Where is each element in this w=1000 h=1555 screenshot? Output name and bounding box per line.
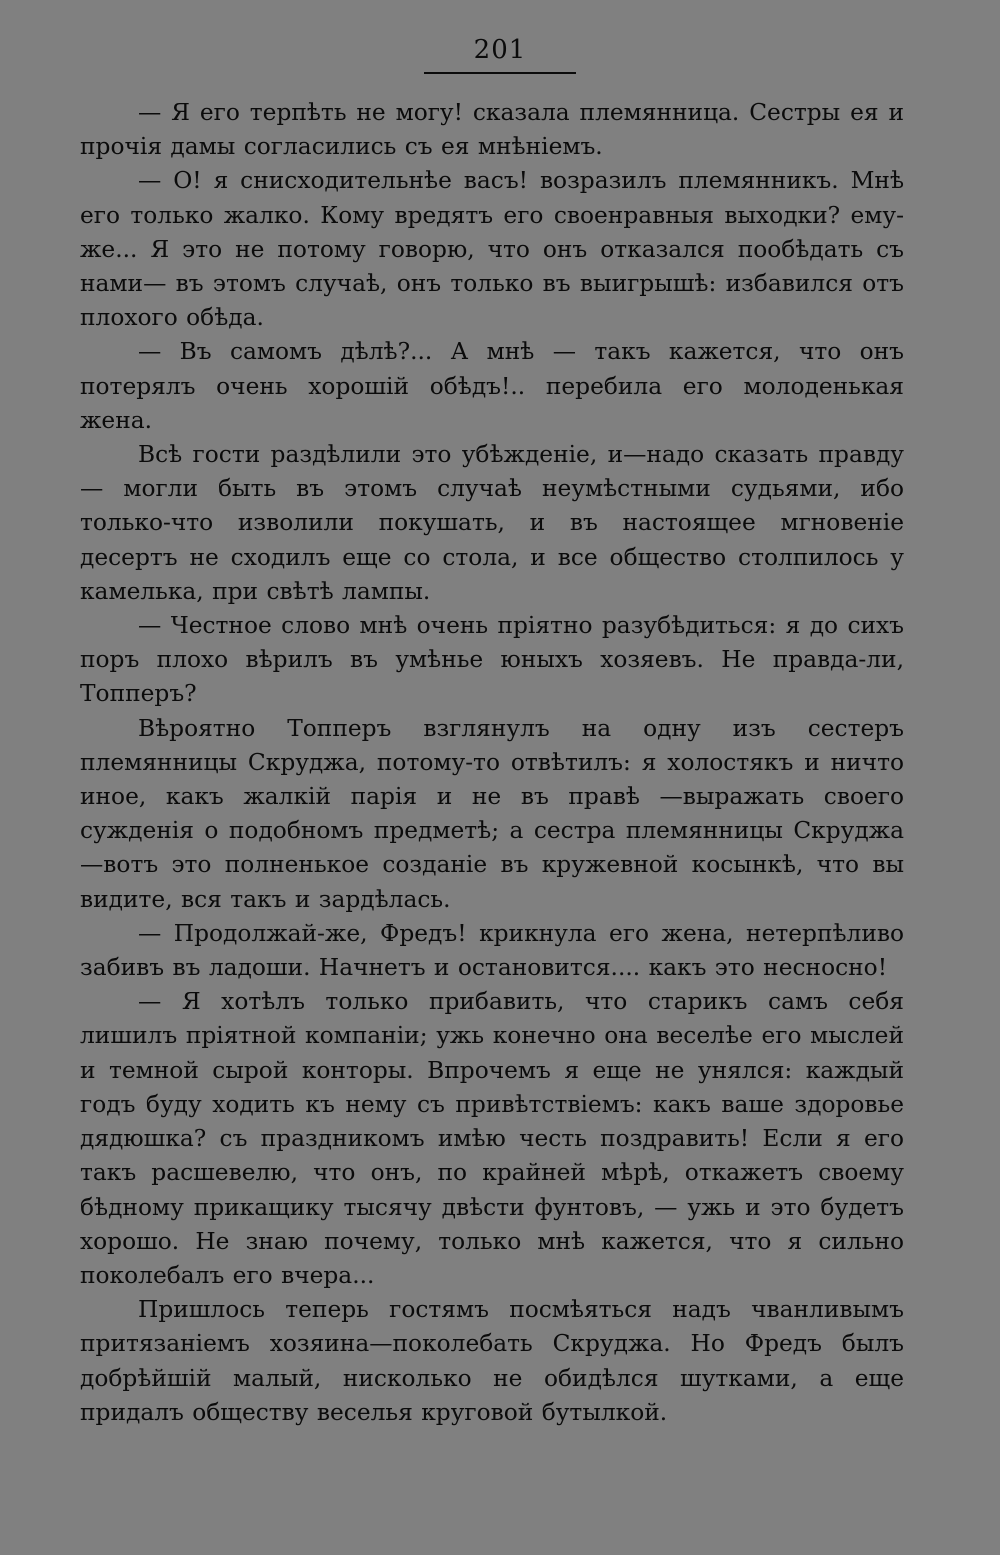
paragraph: Вѣроятно Топперъ взглянулъ на одну изъ сестеръ племянницы Скруджа, потому-то отвѣтилъ: я холостякъ и ничто иное, какъ жалкій парія и не въ правѣ —выражать своего сужденія о подобномъ предметѣ; а сестра племянницы Скруджа—вотъ это полненькое созданіе въ кружевной косынкѣ, что вы видите, вся такъ и зардѣлась. xyxy=(80,714,904,913)
paragraph: — Въ самомъ дѣлѣ?... А мнѣ — такъ кажется, что онъ потерялъ очень хорошій обѣдъ!.. перебила его молоденькая жена. xyxy=(80,338,904,434)
paragraph: Пришлось теперь гостямъ посмѣяться надъ чванливымъ притязаніемъ хозяина—поколебать Скруджа. Но Фредъ былъ добрѣйшій малый, нисколько не обидѣлся шутками, а еще придалъ обществу веселья круговой бутылкой. xyxy=(80,1296,904,1426)
page-number: 201 xyxy=(424,30,577,74)
paragraph: — О! я снисходительнѣе васъ! возразилъ племянникъ. Мнѣ его только жалко. Кому вредятъ его своенравныя выходки? ему-же... Я это не потому говорю, что онъ отказался пообѣдать съ нами— въ этомъ случаѣ, онъ только въ выигрышѣ: избавился отъ плохого обѣда. xyxy=(80,167,904,332)
paragraph: — Продолжай-же, Фредъ! крикнула его жена, нетерпѣливо забивъ въ ладоши. Начнетъ и остановится.... какъ это несносно! xyxy=(80,919,904,982)
paragraph: — Я его терпѣть не могу! сказала племянница. Сестры ея и прочія дамы согласились съ ея мнѣніемъ. xyxy=(80,99,904,161)
paragraph: — Честное слово мнѣ очень пріятно разубѣдиться: я до сихъ поръ плохо вѣрилъ въ умѣнье юныхъ хозяевъ. Не правда-ли, Топперъ? xyxy=(80,612,904,708)
page-body xyxy=(80,96,904,1430)
page-header xyxy=(88,30,912,74)
paragraph: Всѣ гости раздѣлили это убѣжденіе, и—надо сказать правду— могли быть въ этомъ случаѣ неумѣстными судьями, ибо только-что изволили покушать, и въ настоящее мгновеніе десертъ не сходилъ еще со стола, и все общество столпилось у камелька, при свѣтѣ лампы. xyxy=(80,441,904,605)
paragraph: — Я хотѣлъ только прибавить, что старикъ самъ себя лишилъ пріятной компаніи; ужь конечно она веселѣе его мыслей и темной сырой конторы. Впрочемъ я еще не унялся: каждый годъ буду ходить къ нему съ привѣтствіемъ: какъ ваше здоровье дядюшка? съ праздникомъ имѣю честь поздравить! Если я его такъ расшевелю, что онъ, по крайней мѣрѣ, откажетъ своему бѣдному прикащику тысячу двѣсти фунтовъ, — ужь и это будетъ хорошо. Не знаю почему, только мнѣ кажется, что я сильно поколебалъ его вчера... xyxy=(80,988,904,1289)
